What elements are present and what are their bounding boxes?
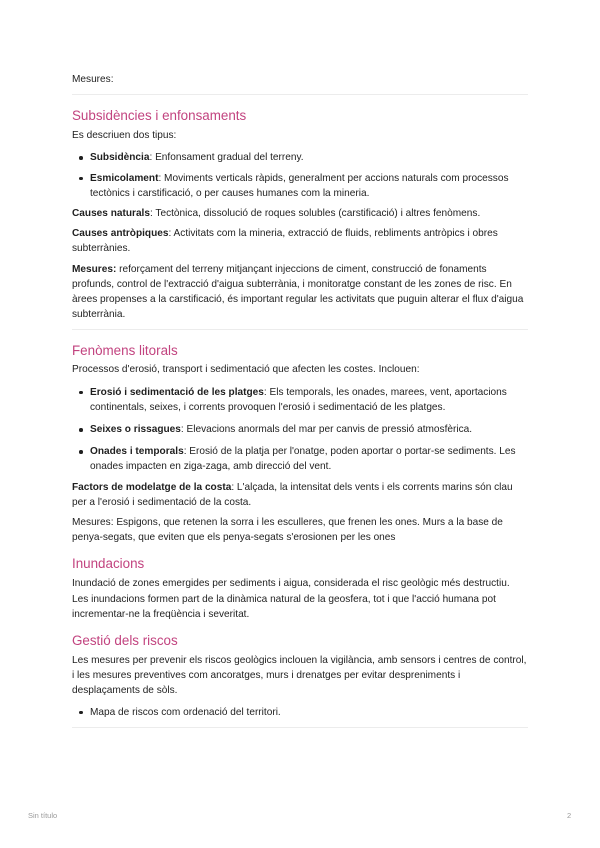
mesures-label: Mesures: xyxy=(72,74,114,85)
footer-page-number: 2 xyxy=(567,811,572,820)
section-intro: Es descriuen dos tipus: xyxy=(72,130,177,142)
list-item: Seixes o rissagues: Elevacions anormals del mar per canvis de pressió atmosfèrica. xyxy=(90,422,528,437)
inundacions-paragraph: Inundació de zones emergides per sediments i aigua, considerada el risc geològic més destructiu. Les inundacions formen part de la dinàmica natural de la geosfera, tot i que l'acció humana pot incrementar-ne la freqüència i severitat. xyxy=(72,578,510,620)
document-page xyxy=(72,72,528,728)
divider xyxy=(72,727,528,728)
list-item: Subsidència: Enfonsament gradual del terreny. xyxy=(90,150,528,165)
list-item: Esmicolament: Moviments verticals ràpids, generalment per accions naturals com processos tectònics i carstificació, o per causes humanes com la mineria. xyxy=(90,171,528,201)
gestio-paragraph: Les mesures per prevenir els riscos geològics inclouen la vigilància, amb sensors i centres de control, i les mesures preventives com ancoratges, murs i drenatges per evitar despreniments i desplaçaments de sòls. xyxy=(72,655,527,697)
list-item: Mapa de riscos com ordenació del territori. xyxy=(90,705,528,720)
list-item: Erosió i sedimentació de les platges: Els temporals, les onades, marees, vent, aportacions continentals, seixes, i corrents provoquen l'erosió i sedimentació de les platges. xyxy=(90,385,528,415)
bullet-list xyxy=(72,150,528,201)
section-intro: Processos d'erosió, transport i sedimentació que afecten les costes. Inclouen: xyxy=(72,364,420,376)
bullet-list xyxy=(72,385,528,475)
section-title-fenomens-litorals: Fenòmens litorals xyxy=(72,343,178,359)
section-title-gestio-riscos: Gestió dels riscos xyxy=(72,633,178,649)
causes-naturals: Causes naturals: Tectònica, dissolució de roques solubles (carstificació) i altres fenòmens. xyxy=(72,208,481,220)
bullet-list xyxy=(72,705,528,720)
mesures-litorals-paragraph: Mesures: Espigons, que retenen la sorra i les esculleres, que frenen les ones. Murs a la base de penya-segats, que eviten que els penya-segats s'erosionen per les ones xyxy=(72,517,503,544)
factors-paragraph: Factors de modelatge de la costa: L'alçada, la intensitat dels vents i els corrents marins són clau per a l'erosió i sedimentació de la costa. xyxy=(72,481,513,508)
list-item: Onades i temporals: Erosió de la platja per l'onatge, poden aportar o portar-se sediments. Les onades impacten en ziga-zaga, amb direcció del vent. xyxy=(90,444,528,474)
mesures-paragraph: Mesures: reforçament del terreny mitjançant injeccions de ciment, construcció de fonaments profunds, control de l'extracció d'aigua subterrània, i monitoratge constant de les zones de risc. En àrees propenses a la carstificació, és important regular les activitats que puguin alterar el flux d'aigua subterrània. xyxy=(72,263,524,321)
footer-title: Sin título xyxy=(28,811,58,820)
causes-antropiques: Causes antròpiques: Activitats com la mineria, extracció de fluids, rebliments antròpics i obres subterrànies. xyxy=(72,228,498,255)
section-title-subsidencies: Subsidències i enfonsaments xyxy=(72,108,247,124)
section-title-inundacions: Inundacions xyxy=(72,556,145,572)
